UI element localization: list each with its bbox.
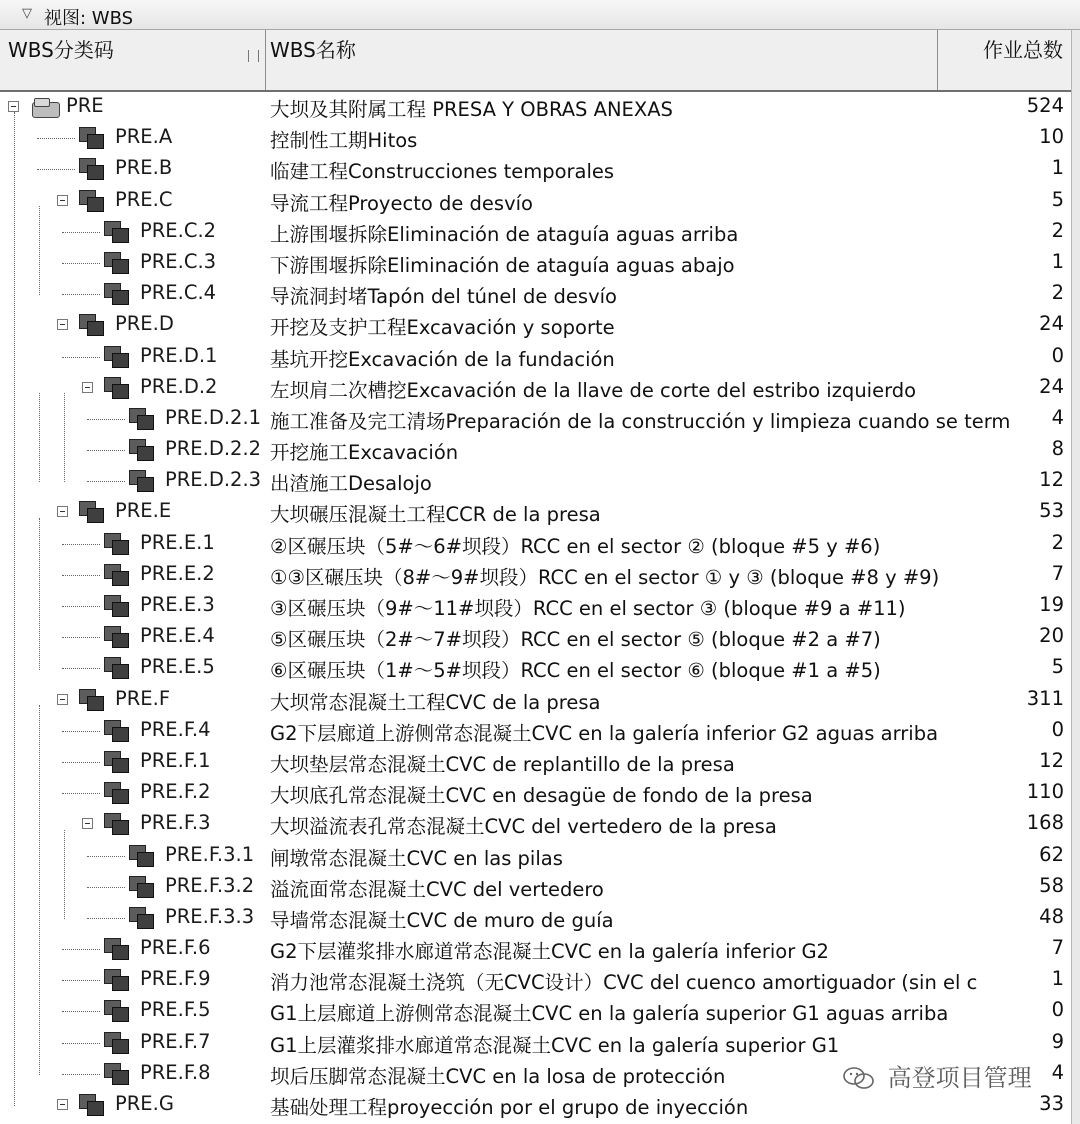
wbs-row[interactable] bbox=[0, 310, 1072, 341]
wbs-code: PRE.E.1 bbox=[140, 530, 215, 554]
wbs-code: PRE.D.1 bbox=[140, 343, 218, 367]
wbs-node-icon bbox=[129, 439, 153, 461]
tree-connector bbox=[87, 887, 125, 888]
collapse-toggle-icon[interactable] bbox=[57, 195, 68, 206]
collapse-toggle-icon[interactable] bbox=[82, 818, 93, 829]
activity-count: 7 bbox=[1051, 561, 1064, 585]
view-bar[interactable] bbox=[0, 0, 1080, 30]
activity-count: 53 bbox=[1039, 499, 1064, 523]
tree-connector bbox=[62, 294, 100, 295]
wbs-code: PRE.F bbox=[115, 686, 171, 710]
tree-guide-line bbox=[39, 518, 40, 670]
wbs-row[interactable] bbox=[0, 965, 1072, 996]
tree-guide-line bbox=[39, 206, 40, 296]
wbs-name: G1上层灌浆排水廊道常态混凝土CVC en la galería superior G1 bbox=[270, 1033, 840, 1057]
wbs-node-icon bbox=[104, 346, 128, 368]
activity-count: 33 bbox=[1039, 1092, 1064, 1115]
watermark-text: 高登项目管理 bbox=[887, 1064, 1032, 1092]
wbs-node-icon bbox=[129, 907, 153, 929]
wbs-node-icon bbox=[129, 470, 153, 492]
tree-guide-line bbox=[39, 705, 40, 1075]
column-header-wbs-code-label: WBS分类码 bbox=[8, 38, 114, 62]
wbs-row[interactable] bbox=[0, 248, 1072, 279]
activity-count: 58 bbox=[1039, 873, 1064, 897]
wbs-code: PRE.F.3.2 bbox=[165, 873, 255, 897]
wbs-node-icon bbox=[104, 564, 128, 586]
wbs-code: PRE.F.8 bbox=[140, 1060, 211, 1084]
wbs-row[interactable] bbox=[0, 404, 1072, 435]
activity-count: 168 bbox=[1026, 811, 1064, 835]
wbs-row[interactable] bbox=[0, 435, 1072, 466]
wbs-code: PRE.C.2 bbox=[140, 218, 217, 242]
activity-count: 5 bbox=[1051, 187, 1064, 211]
wbs-name: 出渣施工Desalojo bbox=[270, 472, 432, 496]
wbs-code: PRE.F.2 bbox=[140, 780, 211, 804]
wbs-node-icon bbox=[104, 283, 128, 305]
wbs-row[interactable] bbox=[0, 92, 1072, 123]
activity-count: 12 bbox=[1039, 748, 1064, 772]
wbs-code: PRE.F.4 bbox=[140, 717, 211, 741]
wbs-row[interactable] bbox=[0, 872, 1072, 903]
activity-count: 1 bbox=[1051, 156, 1064, 180]
wbs-node-icon bbox=[129, 845, 153, 867]
wbs-node-icon bbox=[79, 501, 103, 523]
wbs-node-icon bbox=[104, 595, 128, 617]
wbs-name: 开挖施工Excavación bbox=[270, 441, 459, 465]
wbs-tree-grid bbox=[0, 92, 1072, 1121]
view-title: 视图: WBS bbox=[44, 8, 134, 29]
wbs-row[interactable] bbox=[0, 1028, 1072, 1059]
activity-count: 2 bbox=[1051, 281, 1064, 305]
wbs-node-icon bbox=[79, 190, 103, 212]
collapse-toggle-icon[interactable] bbox=[57, 319, 68, 330]
wbs-code: PRE.E.3 bbox=[140, 593, 215, 616]
wbs-node-icon bbox=[129, 876, 153, 898]
activity-count: 311 bbox=[1026, 686, 1064, 710]
wbs-code: PRE.F.3 bbox=[140, 811, 211, 835]
activity-count: 19 bbox=[1039, 593, 1064, 616]
wbs-code: PRE.D bbox=[115, 312, 174, 336]
tree-connector bbox=[37, 138, 75, 139]
wbs-row[interactable] bbox=[0, 841, 1072, 872]
wbs-node-icon bbox=[129, 408, 153, 430]
wbs-name: ⑤区碾压块（2#～7#坝段）RCC en el sector ⑤ (bloque #2 a #7) bbox=[270, 628, 881, 652]
activity-count: 24 bbox=[1039, 312, 1064, 336]
column-resize-icon[interactable] bbox=[248, 50, 259, 62]
column-header-wbs-name[interactable] bbox=[266, 30, 938, 90]
wbs-code: PRE.C.3 bbox=[140, 249, 217, 273]
collapse-toggle-icon[interactable] bbox=[82, 382, 93, 393]
wbs-code: PRE.D.2.2 bbox=[165, 437, 262, 461]
activity-count: 20 bbox=[1039, 624, 1064, 648]
column-header-wbs-name-label: WBS名称 bbox=[270, 38, 356, 62]
tree-connector bbox=[62, 1043, 100, 1044]
wbs-name: 导流工程Proyecto de desvío bbox=[270, 191, 533, 215]
tree-guide-line bbox=[39, 393, 40, 483]
activity-count: 2 bbox=[1051, 218, 1064, 242]
wbs-code: PRE.A bbox=[115, 125, 173, 149]
wbs-node-icon bbox=[104, 1000, 128, 1022]
tree-connector bbox=[62, 762, 100, 763]
wbs-row[interactable] bbox=[0, 560, 1072, 591]
column-header bbox=[0, 30, 1080, 92]
activity-count: 62 bbox=[1039, 842, 1064, 866]
wbs-node-icon bbox=[104, 533, 128, 555]
wbs-row[interactable] bbox=[0, 154, 1072, 185]
wbs-code: PRE bbox=[66, 94, 104, 117]
activity-count: 48 bbox=[1039, 904, 1064, 928]
wbs-node-icon bbox=[104, 1032, 128, 1054]
wbs-row[interactable] bbox=[0, 342, 1072, 373]
activity-count: 4 bbox=[1051, 1060, 1064, 1084]
wbs-row[interactable] bbox=[0, 653, 1072, 684]
wbs-row[interactable] bbox=[0, 186, 1072, 217]
wbs-row[interactable] bbox=[0, 279, 1072, 310]
wbs-row[interactable] bbox=[0, 622, 1072, 653]
wbs-code: PRE.E.2 bbox=[140, 561, 215, 585]
wbs-name: ②区碾压块（5#～6#坝段）RCC en el sector ② (bloque #5 y #6) bbox=[270, 534, 881, 558]
wbs-name: 导流洞封堵Tapón del túnel de desvío bbox=[270, 285, 617, 309]
wbs-name: 临建工程Construcciones temporales bbox=[270, 160, 615, 184]
tree-connector bbox=[62, 949, 100, 950]
collapse-toggle-icon[interactable] bbox=[57, 506, 68, 517]
activity-count: 0 bbox=[1051, 998, 1064, 1022]
wbs-name: 闸墩常态混凝土CVC en las pilas bbox=[270, 846, 563, 870]
wbs-node-icon bbox=[79, 1094, 103, 1116]
wbs-row[interactable] bbox=[0, 934, 1072, 965]
activity-count: 12 bbox=[1039, 468, 1064, 492]
tree-connector bbox=[37, 169, 75, 170]
activity-count: 10 bbox=[1039, 125, 1064, 149]
wbs-row[interactable] bbox=[0, 1090, 1072, 1121]
tree-connector bbox=[87, 450, 125, 451]
tree-connector bbox=[62, 1074, 100, 1075]
wbs-row[interactable] bbox=[0, 529, 1072, 560]
wbs-row[interactable] bbox=[0, 809, 1072, 840]
wbs-code: PRE.E.4 bbox=[140, 624, 215, 648]
wbs-node-icon bbox=[104, 221, 128, 243]
wbs-row[interactable] bbox=[0, 747, 1072, 778]
wbs-name: 大坝及其附属工程 PRESA Y OBRAS ANEXAS bbox=[270, 98, 673, 121]
wbs-node-icon bbox=[104, 252, 128, 274]
wbs-name: 左坝肩二次槽挖Excavación de la llave de corte del estribo izquierdo bbox=[270, 378, 917, 402]
wbs-name: 基础处理工程proyección por el grupo de inyección bbox=[270, 1096, 749, 1119]
wbs-name: 大坝碾压混凝土工程CCR de la presa bbox=[270, 503, 601, 527]
wbs-name: ⑥区碾压块（1#～5#坝段）RCC en el sector ⑥ (bloque #1 a #5) bbox=[270, 659, 881, 683]
wbs-code: PRE.F.3.3 bbox=[165, 904, 255, 928]
wbs-node-icon bbox=[79, 689, 103, 711]
watermark bbox=[842, 1058, 1052, 1092]
wbs-name: 下游围堰拆除Eliminación de ataguía aguas abajo bbox=[270, 253, 735, 277]
wechat-icon bbox=[842, 1066, 876, 1090]
wbs-code: PRE.E bbox=[115, 499, 172, 523]
wbs-code: PRE.D.2 bbox=[140, 374, 218, 398]
wbs-name: 大坝溢流表孔常态混凝土CVC del vertedero de la presa bbox=[270, 815, 777, 839]
wbs-name: 坝后压脚常态混凝土CVC en la losa de protección bbox=[270, 1064, 726, 1088]
wbs-code: PRE.F.1 bbox=[140, 748, 211, 772]
wbs-name: 导墙常态混凝土CVC de muro de guía bbox=[270, 908, 614, 932]
wbs-node-icon bbox=[104, 657, 128, 679]
tree-connector bbox=[62, 731, 100, 732]
wbs-row[interactable] bbox=[0, 217, 1072, 248]
wbs-node-icon bbox=[104, 751, 128, 773]
wbs-code: PRE.C.4 bbox=[140, 281, 217, 305]
collapse-toggle-icon[interactable] bbox=[57, 1099, 68, 1110]
wbs-row[interactable] bbox=[0, 497, 1072, 528]
wbs-node-icon bbox=[104, 938, 128, 960]
vertical-scrollbar[interactable] bbox=[1071, 30, 1080, 1124]
tree-connector bbox=[62, 980, 100, 981]
tree-connector bbox=[62, 544, 100, 545]
wbs-node-icon bbox=[79, 158, 103, 180]
wbs-name: ③区碾压块（9#～11#坝段）RCC en el sector ③ (bloque #9 a #11) bbox=[270, 597, 906, 620]
wbs-row[interactable] bbox=[0, 466, 1072, 497]
activity-count: 0 bbox=[1051, 717, 1064, 741]
wbs-node-icon bbox=[104, 720, 128, 742]
activity-count: 24 bbox=[1039, 374, 1064, 398]
column-header-activity-count-label: 作业总数 bbox=[983, 38, 1063, 62]
wbs-name: 大坝常态混凝土工程CVC de la presa bbox=[270, 690, 601, 714]
wbs-row[interactable] bbox=[0, 373, 1072, 404]
tree-connector bbox=[62, 606, 100, 607]
tree-guide-line bbox=[64, 393, 65, 483]
tree-connector bbox=[87, 419, 125, 420]
activity-count: 110 bbox=[1026, 780, 1064, 804]
tree-connector bbox=[62, 668, 100, 669]
activity-count: 5 bbox=[1051, 655, 1064, 679]
wbs-code: PRE.D.2.1 bbox=[165, 405, 262, 429]
tree-guide-line bbox=[14, 112, 15, 1106]
collapse-toggle-icon[interactable] bbox=[57, 694, 68, 705]
wbs-row[interactable] bbox=[0, 903, 1072, 934]
column-header-activity-count[interactable] bbox=[938, 30, 1072, 90]
wbs-name: 上游围堰拆除Eliminación de ataguía aguas arriba bbox=[270, 222, 739, 246]
wbs-row[interactable] bbox=[0, 716, 1072, 747]
tree-connector bbox=[62, 793, 100, 794]
wbs-node-icon bbox=[79, 127, 103, 149]
activity-count: 2 bbox=[1051, 530, 1064, 554]
tree-connector bbox=[87, 481, 125, 482]
wbs-name: 溢流面常态混凝土CVC del vertedero bbox=[270, 877, 604, 901]
activity-count: 7 bbox=[1051, 936, 1064, 960]
activity-count: 4 bbox=[1051, 405, 1064, 429]
wbs-code: PRE.C bbox=[115, 187, 173, 211]
root-folder-icon bbox=[30, 98, 60, 118]
wbs-node-icon bbox=[104, 813, 128, 835]
wbs-name: G1上层廊道上游侧常态混凝土CVC en la galería superior G1 aguas arriba bbox=[270, 1002, 949, 1026]
wbs-node-icon bbox=[104, 969, 128, 991]
wbs-name: 基坑开挖Excavación de la fundación bbox=[270, 347, 615, 371]
wbs-name: ①③区碾压块（8#～9#坝段）RCC en el sector ① y ③ (bloque #8 y #9) bbox=[270, 565, 940, 589]
wbs-code: PRE.F.7 bbox=[140, 1029, 211, 1053]
wbs-code: PRE.F.5 bbox=[140, 998, 211, 1022]
tree-connector bbox=[62, 232, 100, 233]
wbs-code: PRE.F.9 bbox=[140, 967, 211, 991]
tree-connector bbox=[62, 575, 100, 576]
wbs-row[interactable] bbox=[0, 591, 1072, 622]
column-header-wbs-code[interactable] bbox=[0, 30, 266, 90]
activity-count: 9 bbox=[1051, 1029, 1064, 1053]
wbs-code: PRE.B bbox=[115, 156, 173, 180]
wbs-name: 大坝垫层常态混凝土CVC de replantillo de la presa bbox=[270, 752, 735, 776]
wbs-row[interactable] bbox=[0, 996, 1072, 1027]
activity-count: 524 bbox=[1026, 94, 1064, 117]
wbs-name: 控制性工期Hitos bbox=[270, 129, 418, 153]
wbs-name: G2下层灌浆排水廊道常态混凝土CVC en la galería inferior G2 bbox=[270, 940, 829, 964]
wbs-name: 施工准备及完工清场Preparación de la construcción y limpieza cuando se term bbox=[270, 409, 1011, 433]
wbs-row[interactable] bbox=[0, 778, 1072, 809]
wbs-name: 大坝底孔常态混凝土CVC en desagüe de fondo de la presa bbox=[270, 784, 813, 808]
collapse-view-icon[interactable]: ▽ bbox=[22, 6, 32, 21]
wbs-code: PRE.G bbox=[115, 1092, 174, 1115]
tree-guide-line bbox=[64, 830, 65, 920]
activity-count: 1 bbox=[1051, 249, 1064, 273]
wbs-node-icon bbox=[104, 626, 128, 648]
wbs-name: 消力池常态混凝土浇筑（无CVC设计）CVC del cuenco amortiguador (sin el c bbox=[270, 971, 978, 995]
tree-connector bbox=[62, 637, 100, 638]
activity-count: 1 bbox=[1051, 967, 1064, 991]
tree-connector bbox=[87, 856, 125, 857]
wbs-row[interactable] bbox=[0, 685, 1072, 716]
wbs-node-icon bbox=[104, 1063, 128, 1085]
wbs-node-icon bbox=[104, 782, 128, 804]
wbs-code: PRE.F.3.1 bbox=[165, 842, 255, 866]
wbs-name: 开挖及支护工程Excavación y soporte bbox=[270, 316, 615, 340]
tree-connector bbox=[87, 918, 125, 919]
activity-count: 0 bbox=[1051, 343, 1064, 367]
collapse-toggle-icon[interactable] bbox=[8, 101, 19, 112]
wbs-node-icon bbox=[104, 377, 128, 399]
wbs-row[interactable] bbox=[0, 123, 1072, 154]
activity-count: 8 bbox=[1051, 437, 1064, 461]
wbs-code: PRE.D.2.3 bbox=[165, 468, 262, 492]
wbs-name: G2下层廊道上游侧常态混凝土CVC en la galería inferior G2 aguas arriba bbox=[270, 721, 939, 745]
tree-connector bbox=[62, 263, 100, 264]
tree-connector bbox=[62, 357, 100, 358]
wbs-node-icon bbox=[79, 314, 103, 336]
wbs-code: PRE.E.5 bbox=[140, 655, 215, 679]
wbs-code: PRE.F.6 bbox=[140, 936, 211, 960]
tree-connector bbox=[62, 1011, 100, 1012]
